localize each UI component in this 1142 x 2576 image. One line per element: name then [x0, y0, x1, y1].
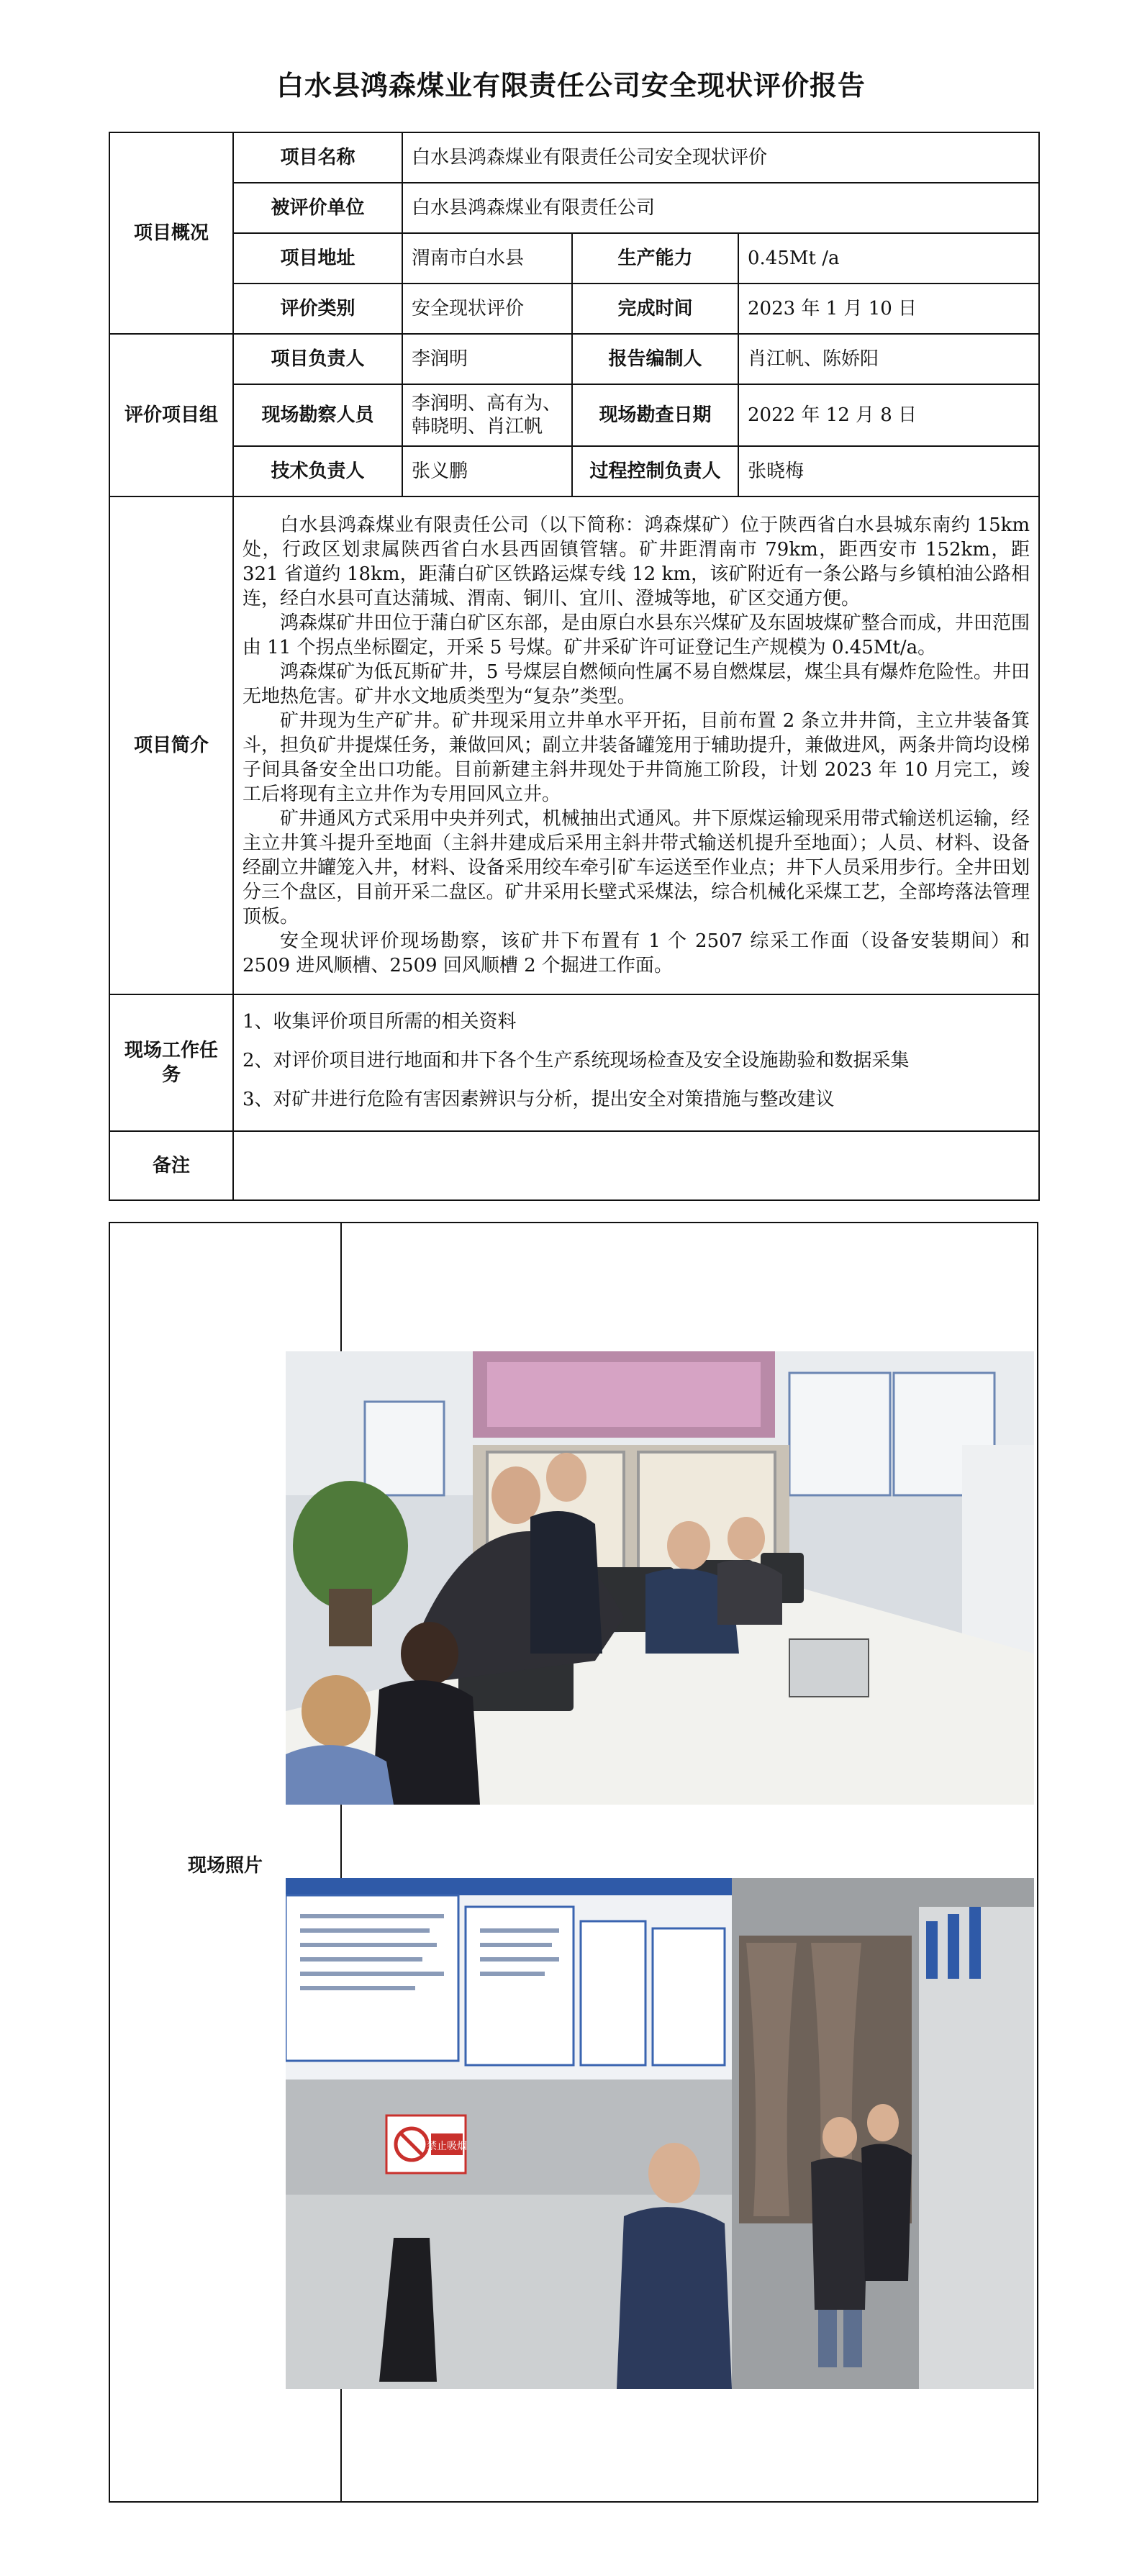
team-section-label: 评价项目组: [109, 334, 233, 496]
remarks-value: [233, 1131, 1039, 1200]
survey-date-value: 2022 年 12 月 8 日: [738, 384, 1039, 446]
intro-paragraph: 白水县鸿森煤业有限责任公司（以下简称：鸿森煤矿）位于陕西省白水县城东南约 15km 处，行政区划隶属陕西省白水县西固镇管辖。矿井距渭南市 79km，距西安市 152km，距 321 省道约 18km，距蒲白矿区铁路运煤专线 12 km，该矿附近有一条公路与乡镇柏油公路相连，经白水县可直达蒲城、渭南、铜川、宜川、澄城等地，矿区交通方便。: [243, 514, 1030, 609]
evaluated-unit-label: 被评价单位: [233, 183, 402, 233]
task-item: 2、对评价项目进行地面和井下各个生产系统现场检查及安全设施勘验和数据采集: [243, 1050, 910, 1071]
category-label: 评价类别: [233, 284, 402, 334]
remarks-section-label: 备注: [109, 1131, 233, 1200]
author-value: 肖江帆、陈娇阳: [738, 334, 1039, 384]
monitoring-room-photo: [286, 1351, 1034, 1805]
photo-section-label: 现场照片: [187, 1855, 263, 1877]
overview-section-label: 项目概况: [109, 132, 233, 334]
completion-value: 2023 年 1 月 10 日: [738, 284, 1039, 334]
evaluated-unit-value: 白水县鸿森煤业有限责任公司: [402, 183, 1039, 233]
photo-section: [109, 1222, 1038, 2503]
author-label: 报告编制人: [572, 334, 738, 384]
address-label: 项目地址: [233, 233, 402, 284]
project-name-label: 项目名称: [233, 132, 402, 183]
surveyors-value: 李润明、高有为、韩晓明、肖江帆: [402, 384, 572, 446]
tech-label: 技术负责人: [233, 446, 402, 496]
intro-paragraph: 矿井现为生产矿井。矿井现采用立井单水平开拓，目前布置 2 条立井井筒，主立井装备箕斗，担负矿井提煤任务，兼做回风；副立井装备罐笼用于辅助提升，兼做进风，两条井筒均设梯子间具备安全出口功能。目前新建主斜井现处于井筒施工阶段，计划 2023 年 10 月完工，竣工后将现有主立井作为专用回风立井。: [243, 710, 1030, 805]
project-name-value: 白水县鸿森煤业有限责任公司安全现状评价: [402, 132, 1039, 183]
control-room-photo-icon: [286, 1878, 1034, 2389]
process-label: 过程控制负责人: [572, 446, 738, 496]
intro-paragraph: 安全现状评价现场勘察，该矿井下布置有 1 个 2507 综采工作面（设备安装期间）和 2509 进风顺槽、2509 回风顺槽 2 个掘进工作面。: [243, 930, 1030, 976]
task-item: 3、对矿井进行危险有害因素辨识与分析，提出安全对策措施与整改建议: [243, 1089, 835, 1110]
tasks-list: [233, 994, 1039, 1131]
no-smoking-sign: 禁止吸烟: [427, 2141, 467, 2152]
category-value: 安全现状评价: [402, 284, 572, 334]
intro-text: [233, 496, 1039, 994]
tech-value: 张义鹏: [402, 446, 572, 496]
tasks-section-label: 现场工作任务: [109, 994, 233, 1131]
intro-section-label: 项目简介: [109, 496, 233, 994]
surveyors-label: 现场勘察人员: [233, 384, 402, 446]
intro-paragraph: 矿井通风方式采用中央并列式，机械抽出式通风。井下原煤运输现采用带式输送机运输，经主立井箕斗提升至地面（主斜井建成后采用主斜井带式输送机提升至地面）；人员、材料、设备经副立井罐笼入井，材料、设备采用绞车牵引矿车运送至作业点；井下人员采用步行。全井田划分三个盘区，目前开采二盘区。矿井采用长壁式采煤法，综合机械化采煤工艺，全部垮落法管理顶板。: [243, 808, 1030, 928]
intro-paragraph: 鸿森煤矿井田位于蒲白矿区东部，是由原白水县东兴煤矿及东固坡煤矿整合而成，井田范围由 11 个拐点坐标圈定，开采 5 号煤。矿井采矿许可证登记生产规模为 0.45Mt/a。: [243, 612, 1030, 658]
intro-paragraph: 鸿森煤矿为低瓦斯矿井，5 号煤层自燃倾向性属不易自燃煤层，煤尘具有爆炸危险性。井田无地热危害。矿井水文地质类型为“复杂”类型。: [243, 661, 1030, 707]
task-item: 1、收集评价项目所需的相关资料: [243, 1011, 517, 1033]
capacity-label: 生产能力: [572, 233, 738, 284]
monitoring-room-photo-icon: [286, 1351, 1034, 1805]
leader-label: 项目负责人: [233, 334, 402, 384]
address-value: 渭南市白水县: [402, 233, 572, 284]
completion-label: 完成时间: [572, 284, 738, 334]
document-title: 白水县鸿森煤业有限责任公司安全现状评价报告: [276, 69, 866, 101]
process-value: 张晓梅: [738, 446, 1039, 496]
survey-date-label: 现场勘查日期: [572, 384, 738, 446]
control-room-photo: [286, 1878, 1034, 2389]
leader-value: 李润明: [402, 334, 572, 384]
capacity-value: 0.45Mt /a: [738, 233, 1039, 284]
info-table: [109, 132, 1040, 1201]
